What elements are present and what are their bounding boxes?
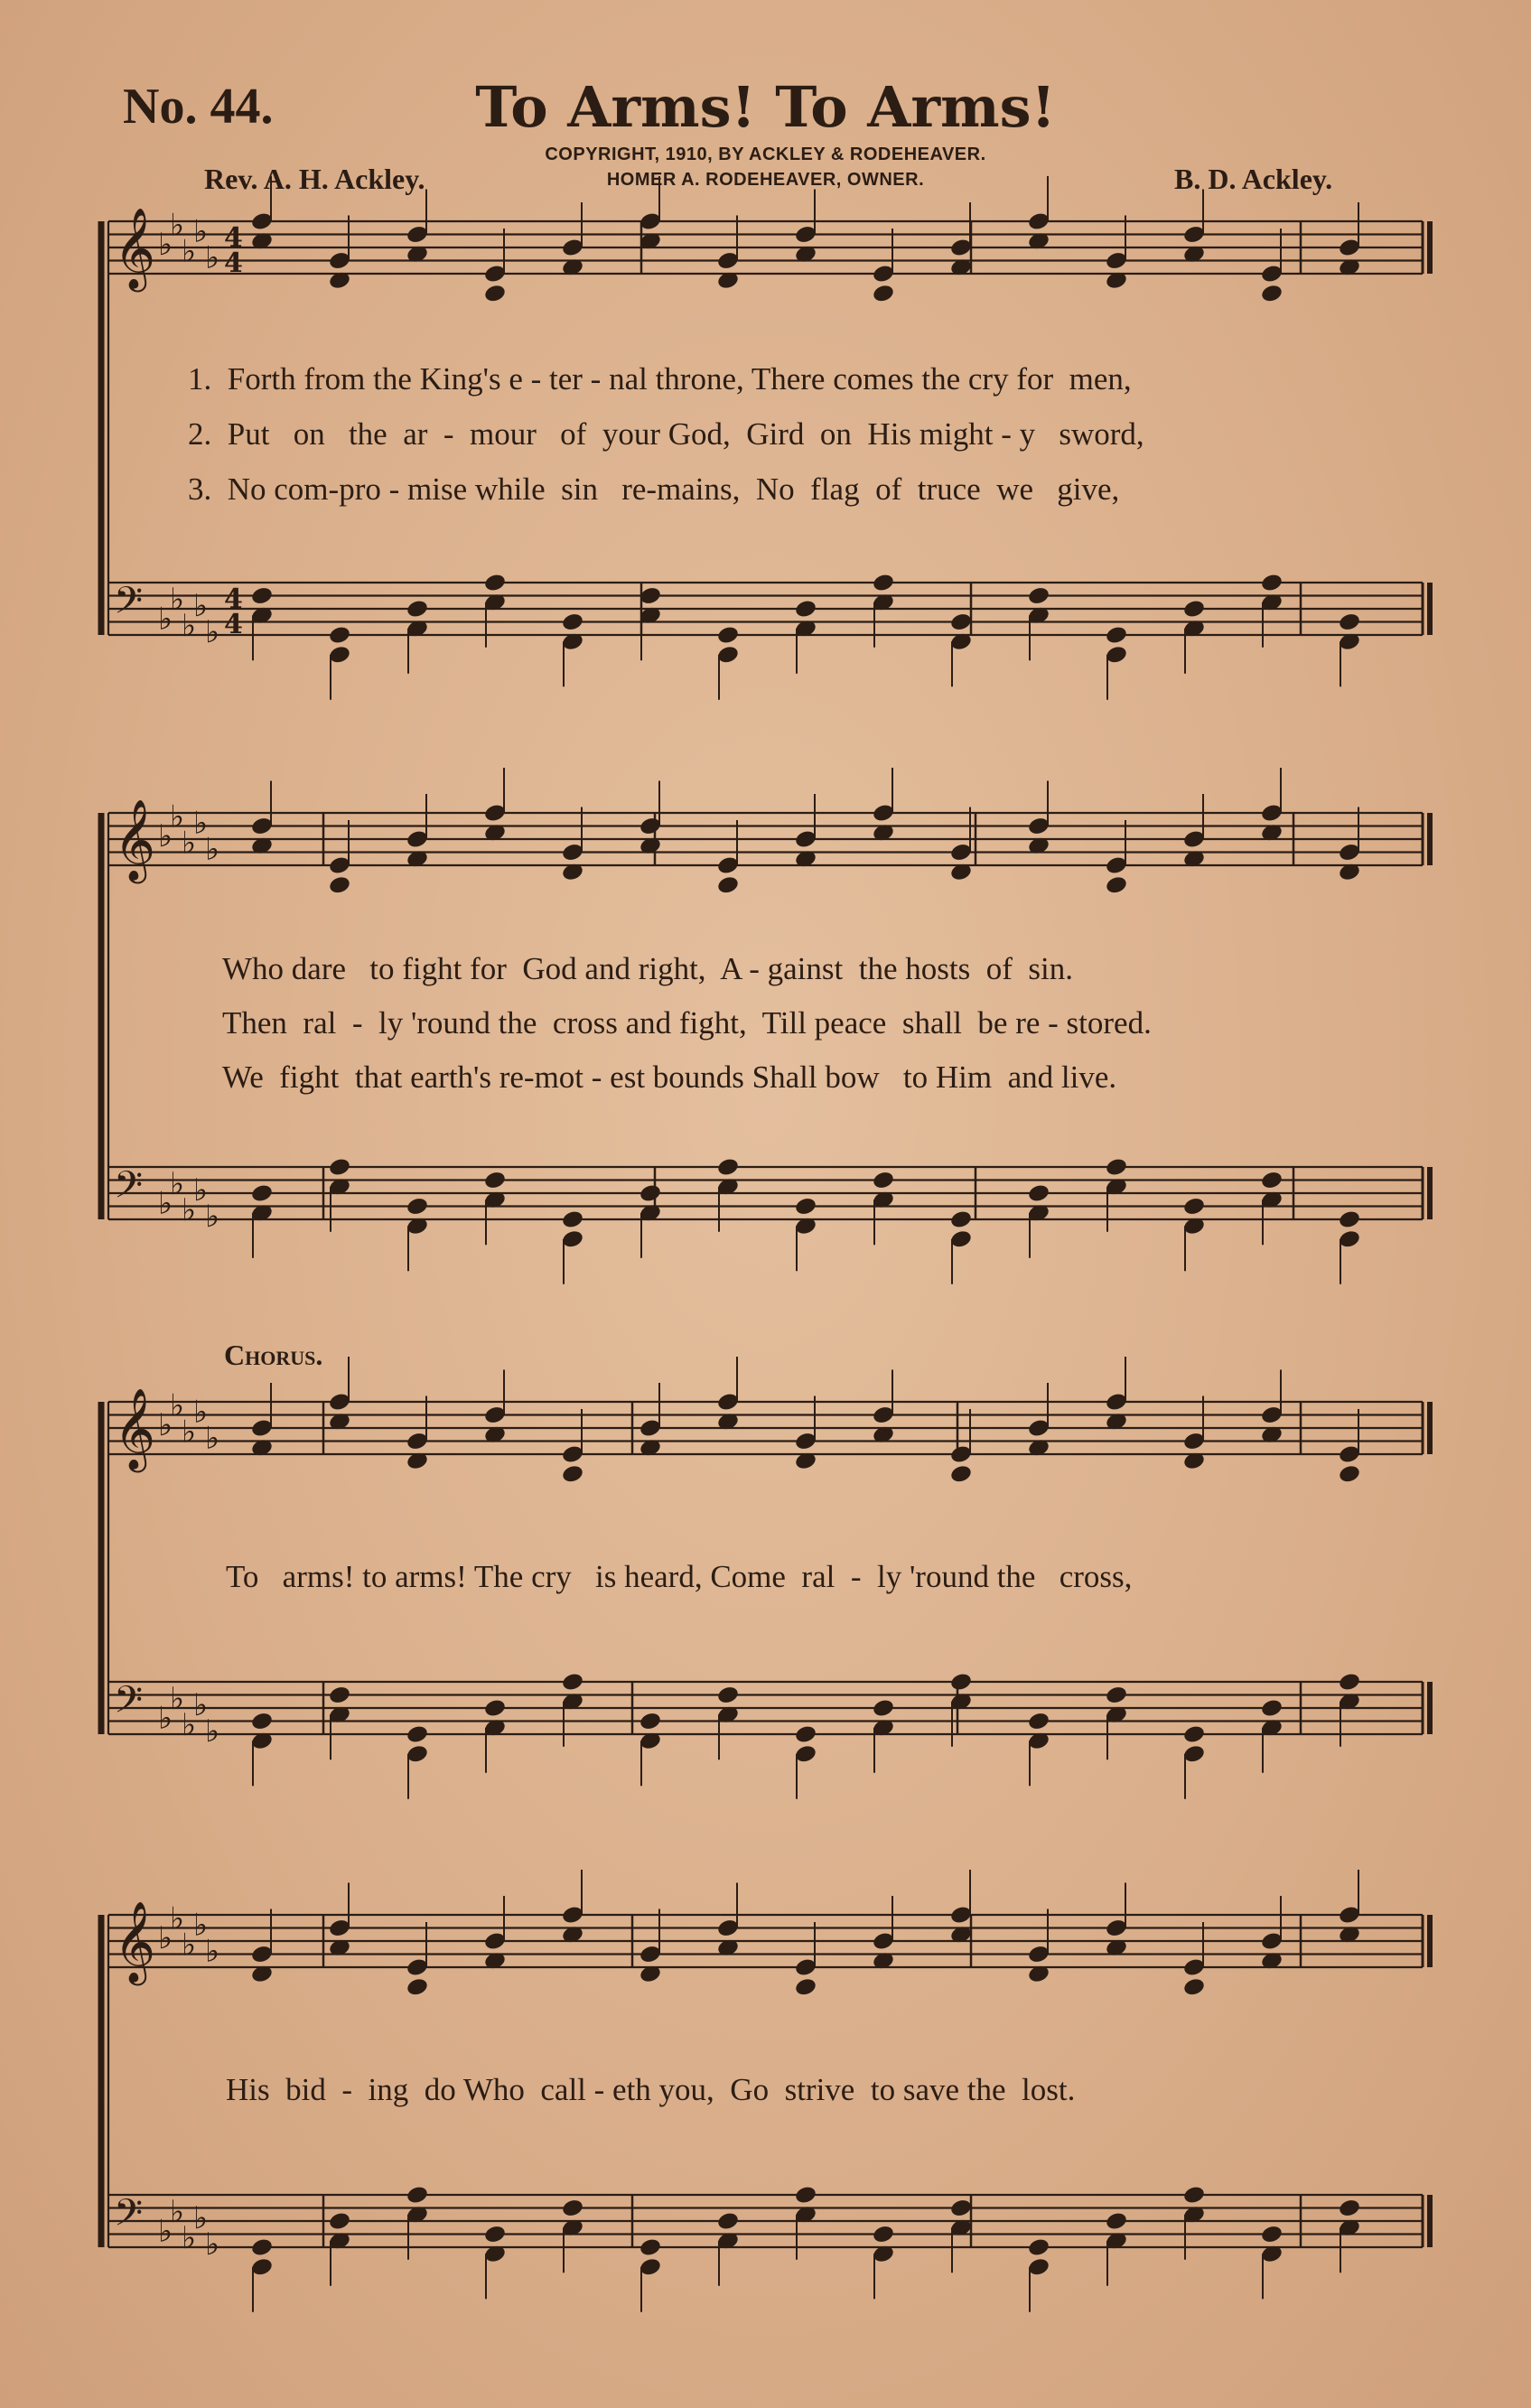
flat-sign: ♭ xyxy=(205,614,220,650)
note-head xyxy=(1338,2198,1361,2218)
note-head xyxy=(949,1463,973,1484)
note-head xyxy=(561,1672,584,1693)
verse-1-line-a: 1. Forth from the King's e - ter - nal throne, There comes the cry for men, xyxy=(188,361,1132,397)
flat-sign: ♭ xyxy=(205,2226,220,2263)
note-head xyxy=(1105,874,1128,895)
note-head xyxy=(1338,1672,1361,1693)
copyright-line-2: HOMER A. RODEHEAVER, OWNER. xyxy=(606,170,925,190)
note-head xyxy=(639,1711,662,1731)
time-signature-top: 4 xyxy=(224,222,243,254)
note-head xyxy=(1260,573,1284,593)
treble-clef: 𝄞 xyxy=(114,1388,156,1470)
flat-sign: ♭ xyxy=(193,1172,209,1209)
note-head xyxy=(949,611,973,632)
note-head xyxy=(716,1685,740,1705)
note-head xyxy=(1027,1183,1050,1204)
flat-sign: ♭ xyxy=(193,213,209,250)
flat-sign: ♭ xyxy=(182,825,197,862)
treble-clef: 𝄞 xyxy=(114,1901,156,1983)
flat-sign: ♭ xyxy=(193,1394,209,1431)
note-head xyxy=(406,1976,429,1997)
lyricist: Rev. A. H. Ackley. xyxy=(204,163,425,195)
bass-clef: 𝄢 xyxy=(114,1163,144,1216)
note-head xyxy=(1260,283,1284,303)
note-head xyxy=(250,2237,274,2258)
note-head xyxy=(561,1463,584,1484)
flat-sign: ♭ xyxy=(182,1927,197,1964)
note-head xyxy=(1027,2237,1050,2258)
note-head xyxy=(949,2198,973,2218)
flat-sign: ♭ xyxy=(193,588,209,624)
note-head xyxy=(716,874,740,895)
flat-sign: ♭ xyxy=(158,2213,173,2250)
note-head xyxy=(639,1183,662,1204)
note-head xyxy=(716,625,740,646)
flat-sign: ♭ xyxy=(158,818,173,854)
note-head xyxy=(561,1209,584,1230)
note-head xyxy=(483,1170,507,1190)
note-head xyxy=(872,573,895,593)
note-head xyxy=(1338,1463,1361,1484)
note-head xyxy=(250,585,274,606)
bass-clef: 𝄢 xyxy=(114,1678,144,1731)
flat-sign: ♭ xyxy=(205,1713,220,1750)
time-signature-top: 4 xyxy=(224,583,243,615)
note-head xyxy=(1182,599,1206,620)
note-head xyxy=(1260,2224,1284,2245)
note-head xyxy=(561,2198,584,2218)
flat-sign: ♭ xyxy=(182,1414,197,1451)
verse-1-line-b: Who dare to fight for God and right, A - gainst the hosts of sin. xyxy=(222,951,1073,986)
composer: B. D. Ackley. xyxy=(1174,163,1333,195)
note-head xyxy=(406,599,429,620)
bass-clef: 𝄢 xyxy=(114,2191,144,2244)
hymn-title: To Arms! To Arms! xyxy=(475,74,1056,140)
note-head xyxy=(872,2224,895,2245)
note-head xyxy=(794,1724,817,1745)
flat-sign: ♭ xyxy=(182,1191,197,1228)
chorus-label: Chorus. xyxy=(224,1339,323,1371)
flat-sign: ♭ xyxy=(158,1700,173,1737)
note-head xyxy=(1105,2211,1128,2232)
flat-sign: ♭ xyxy=(205,1420,220,1457)
note-head xyxy=(483,283,507,303)
verse-2-line-b: Then ral - ly 'round the cross and fight, Till peace shall be re - stored. xyxy=(222,1005,1152,1041)
note-head xyxy=(639,2237,662,2258)
note-head xyxy=(794,2185,817,2206)
note-head xyxy=(483,2224,507,2245)
flat-sign: ♭ xyxy=(170,1165,185,1202)
flat-sign: ♭ xyxy=(158,1920,173,1956)
flat-sign: ♭ xyxy=(182,233,197,270)
verse-3-line-a: 3. No com-pro - mise while sin re-mains, No flag of truce we give, xyxy=(188,471,1120,507)
note-head xyxy=(1338,1209,1361,1230)
note-head xyxy=(1182,2185,1206,2206)
flat-sign: ♭ xyxy=(158,1185,173,1222)
flat-sign: ♭ xyxy=(170,1680,185,1717)
flat-sign: ♭ xyxy=(193,1687,209,1723)
flat-sign: ♭ xyxy=(170,207,185,244)
note-head xyxy=(328,874,351,895)
note-head xyxy=(250,1711,274,1731)
flat-sign: ♭ xyxy=(193,2200,209,2236)
treble-clef: 𝄞 xyxy=(114,799,156,881)
note-head xyxy=(328,625,351,646)
flat-sign: ♭ xyxy=(182,2219,197,2256)
note-head xyxy=(406,1724,429,1745)
note-head xyxy=(1027,585,1050,606)
chorus-line-1: To arms! to arms! The cry is heard, Come ral - ly 'round the cross, xyxy=(226,1559,1133,1594)
note-head xyxy=(949,1209,973,1230)
flat-sign: ♭ xyxy=(170,798,185,835)
flat-sign: ♭ xyxy=(158,1407,173,1443)
time-signature-bottom: 4 xyxy=(224,609,243,640)
note-head xyxy=(794,599,817,620)
flat-sign: ♭ xyxy=(158,601,173,638)
note-head xyxy=(1260,1698,1284,1719)
flat-sign: ♭ xyxy=(170,1900,185,1937)
note-head xyxy=(872,283,895,303)
note-head xyxy=(483,1698,507,1719)
note-head xyxy=(1105,625,1128,646)
note-head xyxy=(1027,1711,1050,1731)
note-head xyxy=(328,2211,351,2232)
hymn-number: No. 44. xyxy=(123,79,274,135)
note-head xyxy=(872,1698,895,1719)
note-head xyxy=(250,1183,274,1204)
note-head xyxy=(716,2211,740,2232)
flat-sign: ♭ xyxy=(182,1706,197,1743)
verse-3-line-b: We fight that earth's re-mot - est bounds Shall bow to Him and live. xyxy=(222,1059,1117,1095)
flat-sign: ♭ xyxy=(205,831,220,868)
flat-sign: ♭ xyxy=(158,227,173,263)
treble-clef: 𝄞 xyxy=(114,208,156,289)
flat-sign: ♭ xyxy=(205,239,220,276)
flat-sign: ♭ xyxy=(193,1907,209,1944)
flat-sign: ♭ xyxy=(170,581,185,618)
note-head xyxy=(328,1157,351,1178)
note-head xyxy=(1338,611,1361,632)
note-head xyxy=(949,1672,973,1693)
copyright-line-1: COPYRIGHT, 1910, BY ACKLEY & RODEHEAVER. xyxy=(545,145,986,164)
flat-sign: ♭ xyxy=(205,1933,220,1970)
time-signature-bottom: 4 xyxy=(224,247,243,279)
flat-sign: ♭ xyxy=(182,607,197,644)
note-head xyxy=(406,1196,429,1217)
note-head xyxy=(794,1976,817,1997)
note-head xyxy=(1182,1724,1206,1745)
note-head xyxy=(1260,1170,1284,1190)
flat-sign: ♭ xyxy=(205,1199,220,1235)
note-head xyxy=(1182,1976,1206,1997)
flat-sign: ♭ xyxy=(170,1387,185,1424)
note-head xyxy=(716,1157,740,1178)
note-head xyxy=(1105,1685,1128,1705)
chorus-line-2: His bid - ing do Who call - eth you, Go strive to save the lost. xyxy=(226,2072,1076,2107)
verse-2-line-a: 2. Put on the ar - mour of your God, Gird on His might - y sword, xyxy=(188,416,1144,452)
note-head xyxy=(794,1196,817,1217)
note-head xyxy=(406,2185,429,2206)
flat-sign: ♭ xyxy=(193,805,209,842)
note-head xyxy=(1105,1157,1128,1178)
note-head xyxy=(328,1685,351,1705)
note-head xyxy=(872,1170,895,1190)
bass-clef: 𝄢 xyxy=(114,579,144,631)
flat-sign: ♭ xyxy=(170,2193,185,2230)
note-head xyxy=(1182,1196,1206,1217)
note-head xyxy=(561,611,584,632)
note-head xyxy=(483,573,507,593)
